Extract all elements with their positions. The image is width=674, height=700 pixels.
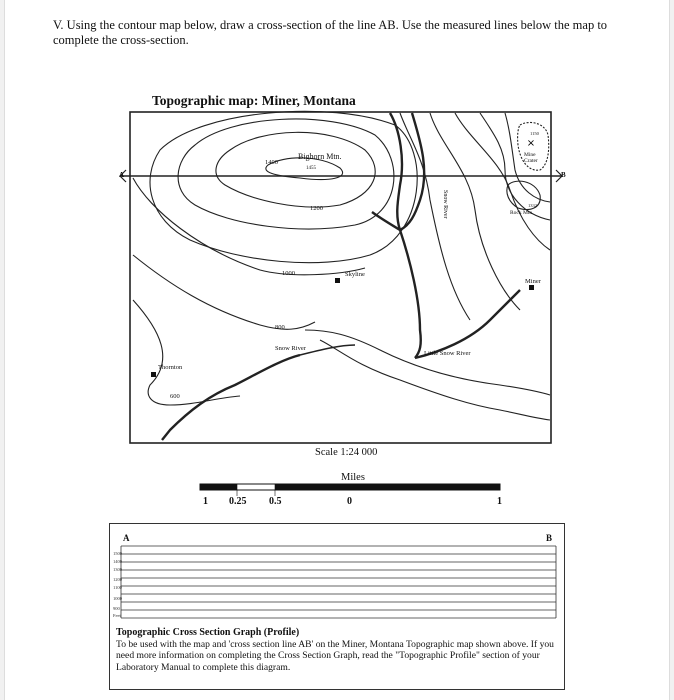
label-bighorn: Bighorn Mtn. — [298, 152, 342, 161]
scale-tick-0: 0 — [347, 496, 352, 507]
contour-river-mid — [305, 330, 550, 395]
map-frame — [130, 112, 551, 443]
skyline-marker — [335, 278, 340, 283]
graph-point-a: A — [123, 533, 130, 543]
scale-tick-025: 0.25 — [229, 496, 247, 507]
miner-marker — [529, 285, 534, 290]
ylabel-1200: 1200 — [113, 577, 122, 582]
contour-1000 — [133, 178, 365, 275]
question-text: V. Using the contour map below, draw a cross-section of the line AB. Use the measured lines below the map to complete the cross-section. — [53, 18, 608, 47]
little-snow-river — [415, 290, 520, 358]
ylabel-1000: 1000 — [113, 596, 122, 601]
label-1200: 1200 — [310, 205, 323, 212]
mine-x-icon: × — [526, 138, 536, 149]
graph-caption — [116, 627, 556, 673]
label-rock-mtn: Rock Mtn. — [510, 210, 534, 216]
label-snow-river: Snow River — [275, 345, 306, 352]
ylabel-1500: 1500 — [113, 551, 122, 556]
label-little-snow-river: Little Snow River — [424, 350, 471, 357]
label-mine-elev: 1150 — [530, 131, 539, 136]
snow-river-link — [300, 345, 355, 355]
ylabel-1300: 1300 — [113, 567, 122, 572]
label-mine-crater: Mine Crater — [524, 152, 538, 164]
scale-bar — [200, 484, 500, 496]
graph-caption-body: To be used with the map and 'cross section line AB' on the Miner, Montana Topographic map shown above. If you need more information on completing the Cross Section Graph, read the "Topographic Profile" section of your Laboratory Manual to complete this diagram. — [116, 638, 554, 673]
snow-river-vertical — [400, 230, 421, 358]
label-miner: Miner — [525, 278, 541, 285]
label-bighorn-elev: 1455 — [306, 166, 316, 171]
label-point-b: B — [561, 171, 566, 179]
label-skyline: Skyline — [345, 271, 365, 278]
label-point-a: A — [119, 171, 125, 179]
scale-tick-05: 0.5 — [269, 496, 282, 507]
contour-1300 — [216, 132, 375, 207]
contour-1100 — [150, 111, 417, 262]
graph-point-b: B — [546, 533, 553, 543]
map-title: Topographic map: Miner, Montana — [152, 93, 356, 108]
river-tributary — [372, 212, 400, 230]
label-800: 800 — [275, 324, 285, 331]
label-snow-river-vertical: Snow River — [442, 190, 448, 219]
river-east-branch — [400, 113, 424, 230]
contour-900 — [133, 255, 315, 329]
ylabel-feet: Feet — [113, 613, 121, 618]
scale-ratio: Scale 1:24 000 — [315, 447, 378, 458]
scale-tick-1-right: 1 — [497, 496, 502, 507]
label-rock-elev: 1332 — [528, 203, 537, 208]
label-thornton: Thornton — [158, 364, 183, 371]
label-600: 600 — [170, 393, 180, 400]
label-1400: 1400 — [265, 159, 278, 166]
ylabel-1100: 1100 — [113, 585, 122, 590]
label-1000: 1000 — [282, 270, 295, 277]
ylabel-1400: 1400 — [113, 559, 122, 564]
contour-1200 — [178, 119, 394, 229]
scale-units: Miles — [341, 472, 365, 483]
graph-caption-title: Topographic Cross Section Graph (Profile) — [116, 627, 300, 638]
thornton-marker — [151, 372, 156, 377]
river-upper-branch — [390, 113, 402, 230]
ylabel-900: 900 — [113, 606, 120, 611]
scale-tick-1-left: 1 — [203, 496, 208, 507]
